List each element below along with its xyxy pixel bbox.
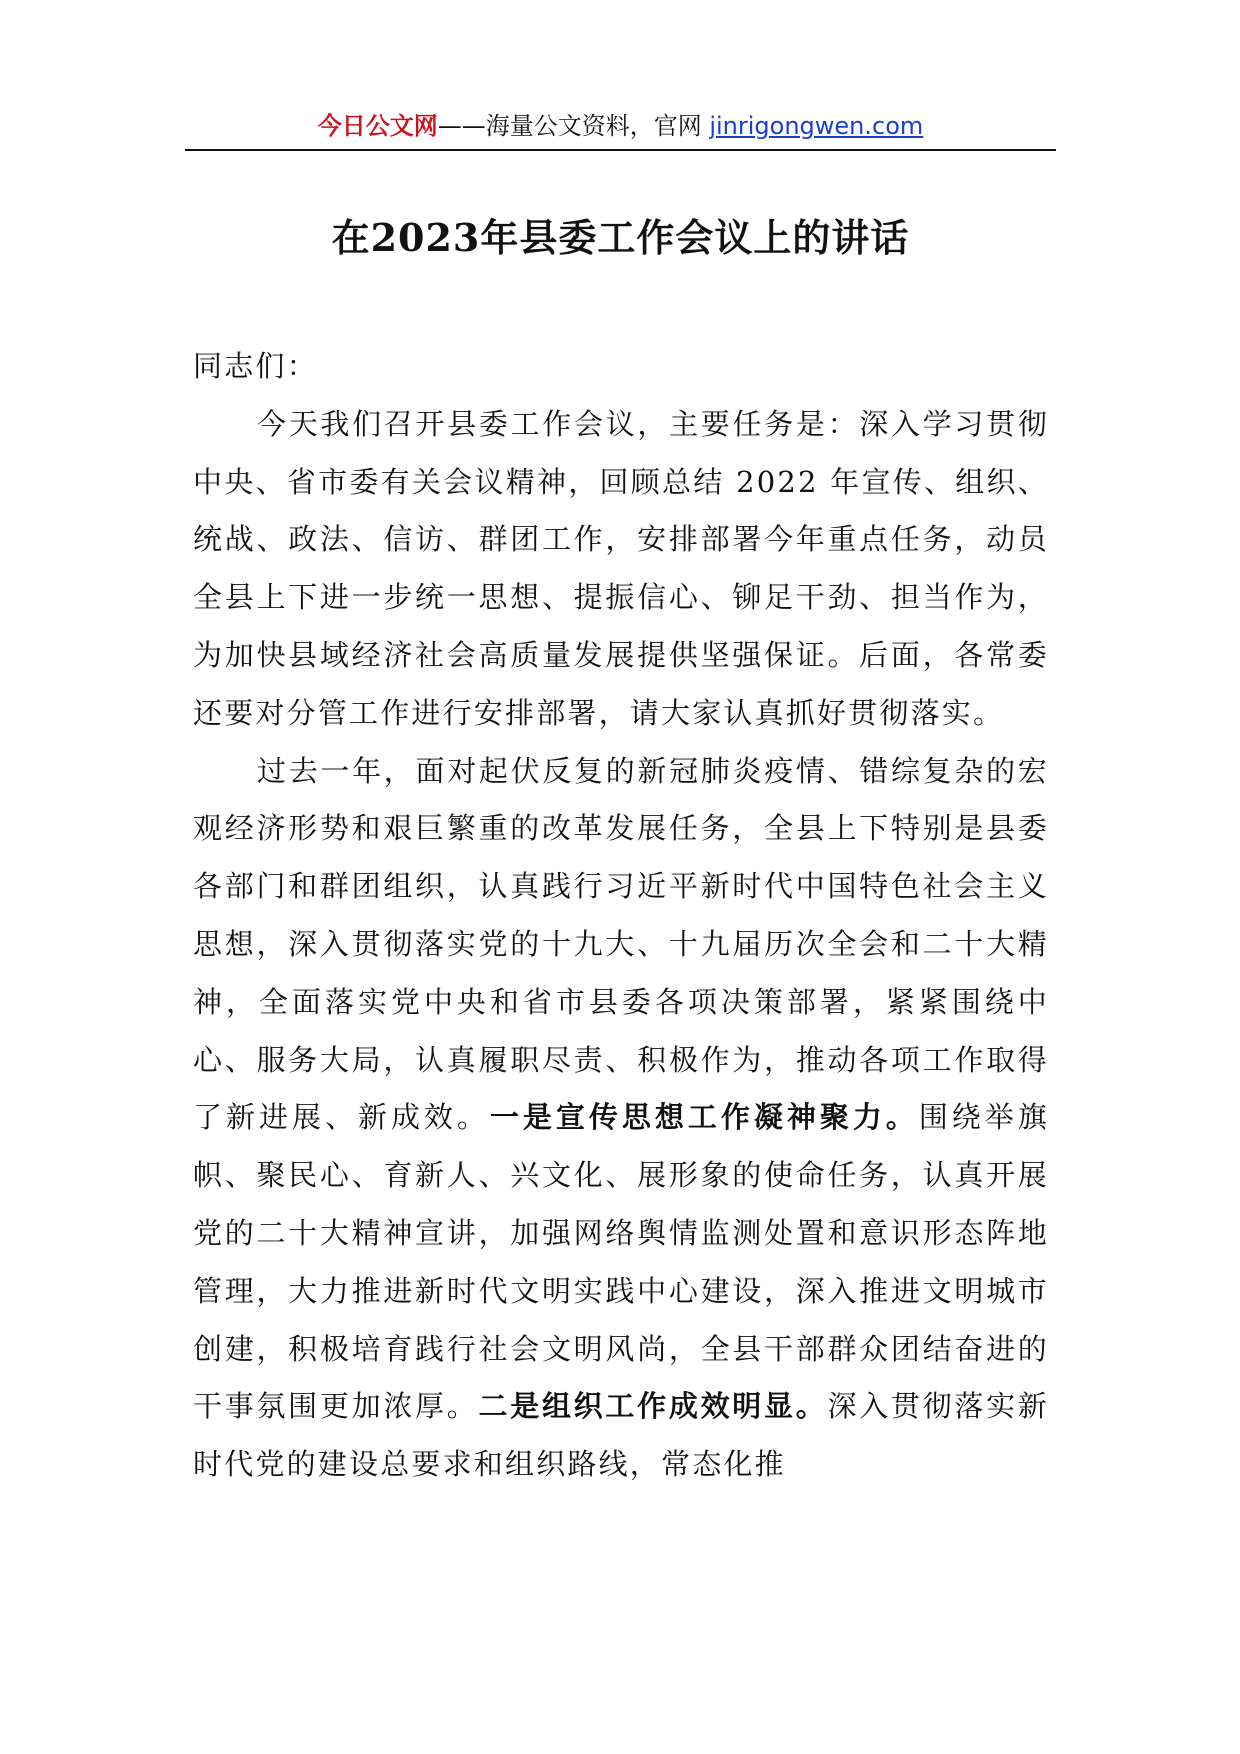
paragraph-2-intro: 过去一年，面对起伏反复的新冠肺炎疫情、错综复杂的宏观经济形势和艰巨繁重的改革发展任务，全县上下特别是县委各部门和群团组织，认真践行习近平新时代中国特色社会主义思想，深入贯彻落实党的十九大、十九届历次全会和二十大精神，全面落实党中央和省市县委各项决策部署，紧紧围绕中心、服务大局，认真履职尽责、积极作为，推动各项工作取得了新进展、新成效。 <box>193 753 1049 1135</box>
salutation: 同志们： <box>193 349 318 383</box>
paragraph-2 <box>193 743 1049 1494</box>
site-header <box>185 106 1056 146</box>
paragraph-2-lead-1: 一是宣传思想工作凝神聚力。 <box>489 1100 919 1135</box>
paragraph-2-text-1: 围绕举旗帜、聚民心、育新人、兴文化、展形象的使命任务，认真开展党的二十大精神宣讲，加强网络舆情监测处置和意识形态阵地管理，大力推进新时代文明实践中心建设，深入推进文明城市创建，积极培育践行社会文明风尚，全县干部群众团结奋进的干事氛围更加浓厚。 <box>193 1100 1049 1424</box>
document-title: 在2023年县委工作会议上的讲话 <box>331 215 910 260</box>
site-link[interactable]: jinrigongwen.com <box>709 112 924 140</box>
document-body <box>193 338 1049 1494</box>
paragraph-2-text-2: 深入贯彻落实新时代党的建设总要求和组织路线，常态化推 <box>193 1389 1050 1482</box>
site-brand: 今日公文网 <box>317 112 438 140</box>
paragraph-2-lead-2: 二是组织工作成效明显。 <box>478 1389 828 1424</box>
header-divider <box>185 149 1056 151</box>
site-tagline: ——海量公文资料，官网 <box>437 112 702 140</box>
paragraph-1: 今天我们召开县委工作会议，主要任务是：深入学习贯彻中央、省市委有关会议精神，回顾总结 2022 年宣传、组织、统战、政法、信访、群团工作，安排部署今年重点任务，动员全县上下进一步统一思想、提振信心、铆足干劲、担当作为，为加快县域经济社会高质量发展提供坚强保证。后面，各常委还要对分管工作进行安排部署，请大家认真抓好贯彻落实。 <box>193 406 1049 730</box>
